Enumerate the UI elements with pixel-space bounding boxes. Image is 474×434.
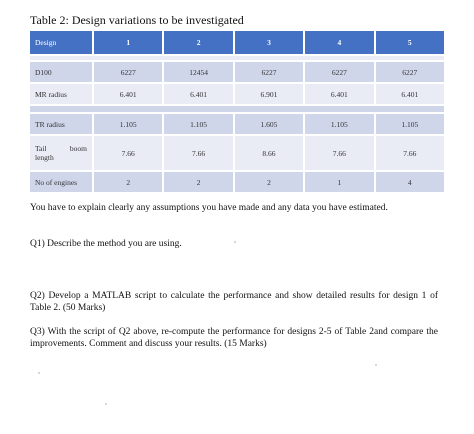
header-design-4: 4 <box>304 30 374 55</box>
row-label <box>29 135 93 171</box>
table-header-row <box>29 30 445 55</box>
table-cell: 6227 <box>375 61 445 83</box>
header-design-2: 2 <box>163 30 233 55</box>
header-design: Design <box>29 30 93 55</box>
intro-paragraph: You have to explain clearly any assumptions you have made and any data you have estimated. <box>30 203 388 213</box>
question-1: Q1) Describe the method you are using. <box>30 239 182 249</box>
question-2: Q2) Develop a MATLAB script to calculate the performance and show detailed results for design 1 of Table 2. (50 Marks) <box>30 291 438 313</box>
table-row-tail-boom-length <box>29 135 445 171</box>
table-cell: 6227 <box>234 61 304 83</box>
header-design-3: 3 <box>234 30 304 55</box>
header-design-1: 1 <box>93 30 163 55</box>
table-cell: 6227 <box>93 61 163 83</box>
table-cell: 1.605 <box>234 113 304 135</box>
table-cell: 6.401 <box>304 83 374 105</box>
table-cell: 6.401 <box>375 83 445 105</box>
table-cell: 6227 <box>304 61 374 83</box>
header-design-5: 5 <box>375 30 445 55</box>
table-cell: 7.66 <box>93 135 163 171</box>
table-row-mr-radius <box>29 83 445 105</box>
table-cell: 7.66 <box>304 135 374 171</box>
row-label: D100 <box>29 61 93 83</box>
table-cell: 6.401 <box>93 83 163 105</box>
table-cell: 8.66 <box>234 135 304 171</box>
table-cell: 4 <box>375 171 445 193</box>
table-row-d100 <box>29 61 445 83</box>
row-label-part: length <box>35 153 54 162</box>
row-label-part: Tail <box>35 144 47 153</box>
table-cell: 2 <box>163 171 233 193</box>
row-label: MR radius <box>29 83 93 105</box>
table-cell: 2 <box>93 171 163 193</box>
row-label: No of engines <box>29 171 93 193</box>
table-cell: 1.105 <box>304 113 374 135</box>
table-cell: 1 <box>304 171 374 193</box>
speck-mark <box>375 364 377 366</box>
row-label: TR radius <box>29 113 93 135</box>
speck-mark <box>38 372 40 374</box>
table-cell: 7.66 <box>163 135 233 171</box>
speck-mark <box>234 241 236 243</box>
design-variations-table <box>28 29 446 194</box>
table-cell: 1.105 <box>375 113 445 135</box>
table-cell: 7.66 <box>375 135 445 171</box>
table-row-no-of-engines <box>29 171 445 193</box>
table-cell: 2 <box>234 171 304 193</box>
table-cell: 1.105 <box>93 113 163 135</box>
table-cell: 12454 <box>163 61 233 83</box>
question-3: Q3) With the script of Q2 above, re-compute the performance for designs 2-5 of Table 2and compare the improvements. Comment and discuss your results. (15 Marks) <box>30 327 438 349</box>
table-cell: 1.105 <box>163 113 233 135</box>
speck-mark <box>105 403 107 405</box>
row-label-part: boom <box>69 144 87 153</box>
table-cell: 6.901 <box>234 83 304 105</box>
table-cell: 6.401 <box>163 83 233 105</box>
table-caption: Table 2: Design variations to be investigated <box>30 13 244 27</box>
table-row-tr-radius <box>29 113 445 135</box>
